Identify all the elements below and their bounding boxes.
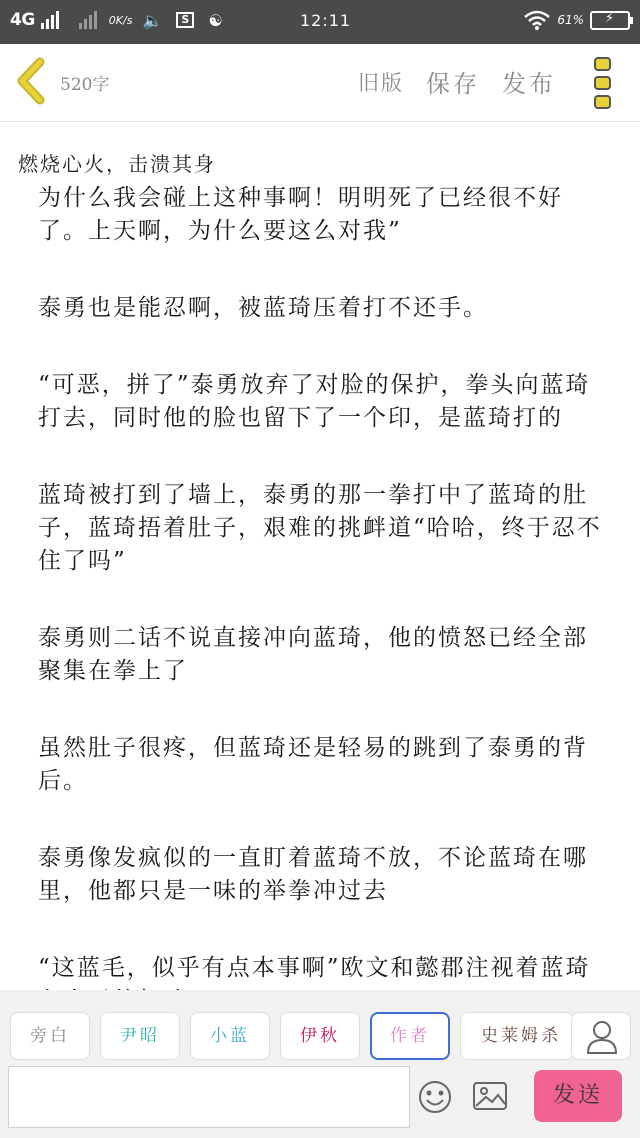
publish-button[interactable]: 发布 xyxy=(502,70,556,98)
charging-icon: ⚡ xyxy=(605,10,615,26)
character-chip-narrator[interactable]: 旁白 xyxy=(10,1012,90,1060)
character-chip-yinzhao[interactable]: 尹昭 xyxy=(100,1012,180,1060)
signal-icon xyxy=(41,11,59,29)
story-paragraph: “可恶，拼了”泰勇放弃了对脸的保护，拳头向蓝琦打去，同时他的脸也留下了一个印，是蓝琦打的 xyxy=(38,372,591,431)
word-count: 520字 xyxy=(60,75,110,95)
story-paragraph: 蓝琦被打到了墙上，泰勇的那一拳打中了蓝琦的肚子，蓝琦捂着肚子，艰难的挑衅道“哈哈，终于忍不住了吗” xyxy=(38,482,602,574)
send-button[interactable]: 发送 xyxy=(534,1070,622,1122)
clock: 12:11 xyxy=(300,11,352,30)
character-chip-slime[interactable]: 史莱姆杀 xyxy=(460,1012,574,1060)
story-paragraph: 为什么我会碰上这种事啊！明明死了已经很不好了。上天啊，为什么要这么对我” xyxy=(38,185,563,244)
message-input[interactable] xyxy=(8,1066,410,1128)
status-bar xyxy=(0,0,640,44)
character-selector xyxy=(10,1012,574,1060)
character-chip-author[interactable]: 作者 xyxy=(370,1012,450,1060)
network-type: 4G xyxy=(10,10,35,30)
sim-icon: S xyxy=(176,12,194,28)
wifi-icon xyxy=(523,10,551,30)
back-chevron-icon[interactable] xyxy=(14,58,50,104)
composer-panel xyxy=(0,990,640,1138)
header-actions xyxy=(358,64,556,99)
story-content[interactable] xyxy=(0,186,640,986)
network-speed: 0K/s xyxy=(108,13,133,27)
image-icon[interactable] xyxy=(472,1080,508,1112)
battery-percent: 61% xyxy=(557,13,584,27)
save-button[interactable]: 保存 xyxy=(426,70,480,98)
editor-header xyxy=(0,44,640,122)
database-icon: ☯ xyxy=(208,10,223,30)
old-version-button[interactable]: 旧版 xyxy=(358,71,404,95)
chapter-title[interactable]: 燃烧心火，击溃其身 xyxy=(18,152,216,176)
character-manage-button[interactable] xyxy=(571,1012,631,1060)
user-icon xyxy=(572,1013,632,1061)
emoji-icon[interactable] xyxy=(418,1080,452,1114)
story-paragraph: 泰勇也是能忍啊，被蓝琦压着打不还手。 xyxy=(38,295,488,321)
story-paragraph: 泰勇则二话不说直接冲向蓝琦，他的愤怒已经全部聚集在拳上了 xyxy=(38,625,588,684)
character-chip-xiaolan[interactable]: 小蓝 xyxy=(190,1012,270,1060)
story-scroll xyxy=(38,182,608,1062)
signal-secondary-icon xyxy=(79,11,97,29)
status-right xyxy=(523,10,630,30)
character-chip-yiqiu[interactable]: 伊秋 xyxy=(280,1012,360,1060)
story-paragraph: 虽然肚子很疼，但蓝琦还是轻易的跳到了泰勇的背后。 xyxy=(38,735,588,794)
vibrate-icon: 🔈 xyxy=(142,10,163,30)
battery-icon xyxy=(590,11,630,30)
story-paragraph: 泰勇像发疯似的一直盯着蓝琦不放，不论蓝琦在哪里，他都只是一味的举拳冲过去 xyxy=(38,845,588,904)
status-left xyxy=(10,10,223,30)
story-paragraph: “这蓝毛，似乎有点本事啊”欧文和懿郡注视着蓝琦 xyxy=(38,955,591,981)
more-menu-icon[interactable] xyxy=(592,56,614,110)
